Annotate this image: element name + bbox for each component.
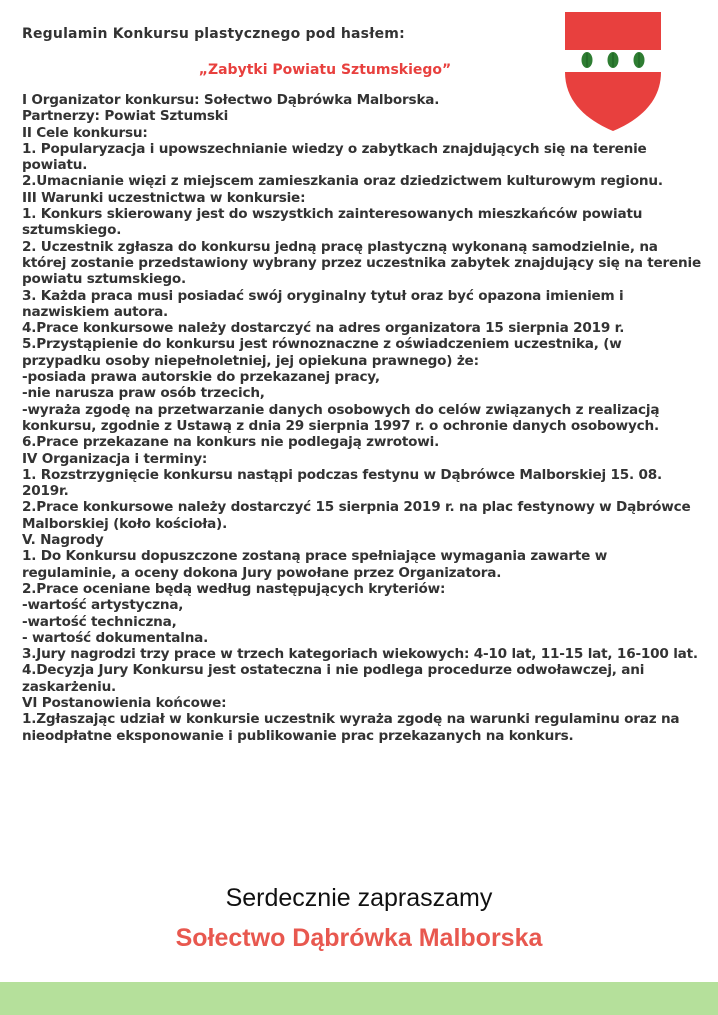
- regulation-line: Partnerzy: Powiat Sztumski: [22, 108, 229, 125]
- organizer-name: Sołectwo Dąbrówka Malborska: [175, 924, 543, 952]
- regulation-line: -wyraża zgodę na przetwarzanie danych osobowych do celów związanych z realizacją konkursu, zgodnie z Ustawą z dnia 29 sierpnia 1997 r. o ochronie danych osobowych.: [22, 401, 660, 434]
- regulation-line: 4.Prace konkursowe należy dostarczyć na adres organizatora 15 sierpnia 2019 r.: [22, 320, 625, 337]
- regulation-line: 2.Prace konkursowe należy dostarczyć 15 sierpnia 2019 r. na plac festynowy w Dąbrówce Malborskiej (koło kościoła).: [22, 499, 691, 532]
- regulation-line: -nie narusza praw osób trzecich,: [22, 385, 265, 402]
- regulation-line: 5.Przystąpienie do konkursu jest równoznaczne z oświadczeniem uczestnika, (w przypadku osoby niepełnoletniej, jej opiekuna prawnego) że:: [22, 336, 622, 369]
- regulation-line: -posiada prawa autorskie do przekazanej pracy,: [22, 369, 380, 386]
- contest-slogan: „Zabytki Powiatu Sztumskiego”: [198, 62, 452, 78]
- regulation-line: -wartość techniczna,: [22, 613, 177, 630]
- regulation-line: II Cele konkursu:: [22, 124, 148, 141]
- regulation-line: 1.Zgłaszając udział w konkursie uczestnik wyraża zgodę na warunki regulaminu oraz na nieodpłatne eksponowanie i publikowanie prac przekazanych na konkurs.: [22, 711, 680, 744]
- regulation-line: 2.Prace oceniane będą według następujących kryteriów:: [22, 580, 446, 597]
- document-title: Regulamin Konkursu plastycznego pod hasłem:: [22, 26, 405, 42]
- regulation-line: 3. Każda praca musi posiadać swój oryginalny tytuł oraz być opazona imieniem i nazwiskiem autora.: [22, 287, 624, 320]
- invitation-text: Serdecznie zapraszamy: [225, 884, 493, 912]
- regulation-line: V. Nagrody: [22, 532, 104, 549]
- regulation-line: I Organizator konkursu: Sołectwo Dąbrówka Malborska.: [22, 92, 440, 108]
- regulation-line: 1. Rozstrzygnięcie konkursu nastąpi podczas festynu w Dąbrówce Malborskiej 15. 08. 2019r.: [22, 466, 663, 500]
- regulation-line: 4.Decyzja Jury Konkursu jest ostateczna i nie podlega procedurze odwoławczej, ani zaskarżeniu.: [22, 662, 645, 695]
- footer-band: [0, 982, 718, 1015]
- regulation-line: 1. Konkurs skierowany jest do wszystkich zainteresowanych mieszkańców powiatu sztumskiego.: [22, 206, 643, 239]
- regulations-text: [22, 92, 702, 744]
- regulation-line: III Warunki uczestnictwa w konkursie:: [22, 189, 306, 206]
- regulation-line: VI Postanowienia końcowe:: [22, 694, 227, 711]
- regulation-line: 2.Umacnianie więzi z miejscem zamieszkania oraz dziedzictwem kulturowym regionu.: [22, 173, 663, 190]
- regulation-line: 3.Jury nagrodzi trzy prace w trzech kategoriach wiekowych: 4-10 lat, 11-15 lat, 16-100 lat.: [22, 646, 698, 663]
- regulation-line: 2. Uczestnik zgłasza do konkursu jedną pracę plastyczną wykonaną samodzielnie, na której zostanie przedstawiony wybrany przez uczestnika zabytek znajdujący się na terenie powiatu sztumskiego.: [22, 238, 702, 288]
- regulation-line: - wartość dokumentalna.: [22, 629, 209, 646]
- regulation-line: 6.Prace przekazane na konkurs nie podlegają zwrotowi.: [22, 434, 440, 451]
- regulation-line: -wartość artystyczna,: [22, 597, 184, 614]
- regulation-line: IV Organizacja i terminy:: [22, 450, 208, 467]
- regulation-line: 1. Popularyzacja i upowszechnianie wiedzy o zabytkach znajdujących się na terenie powiatu.: [22, 140, 647, 174]
- regulation-line: 1. Do Konkursu dopuszczone zostaną prace spełniające wymagania zawarte w regulaminie, a oceny dokona Jury powołane przez Organizatora.: [22, 548, 608, 581]
